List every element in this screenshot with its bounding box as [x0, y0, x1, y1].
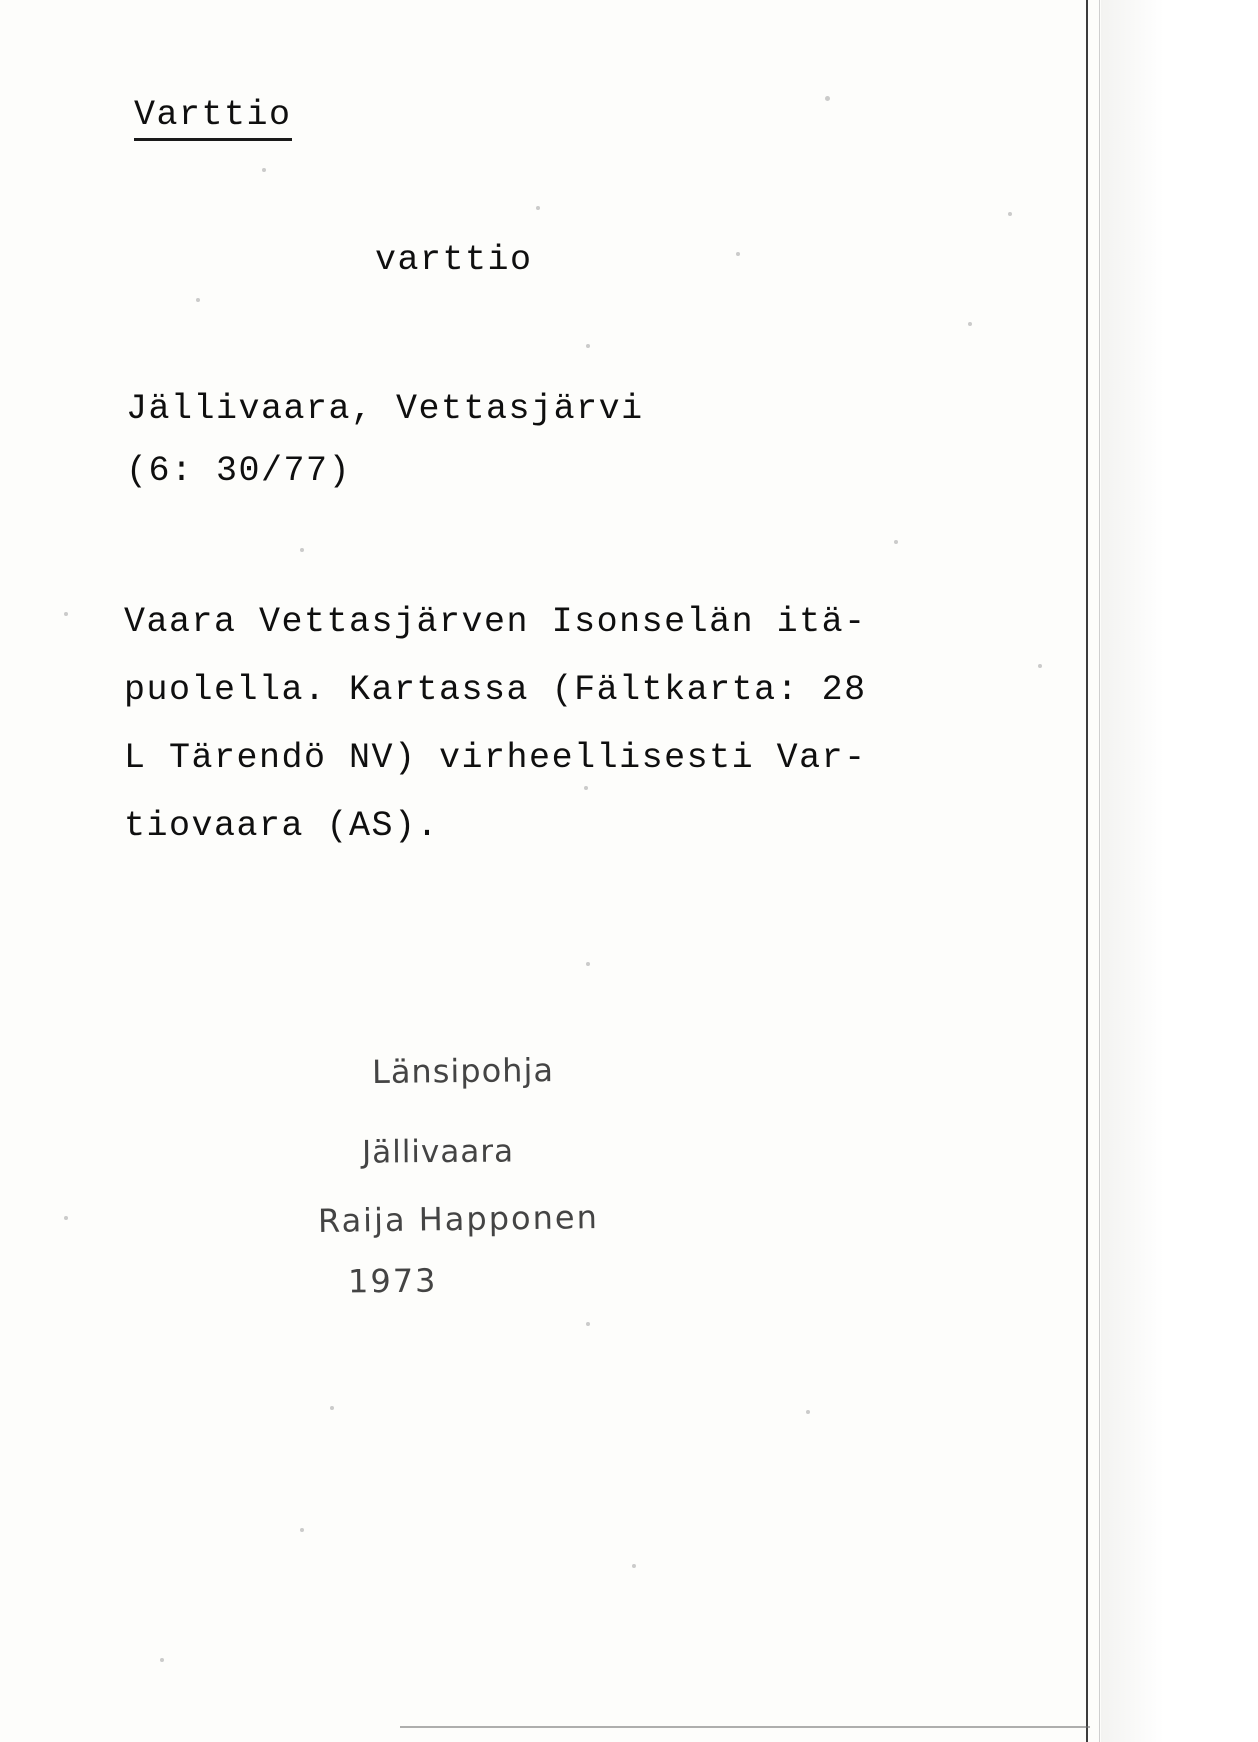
scan-edge-shadow	[1101, 0, 1258, 1742]
scan-speckle	[64, 1216, 68, 1220]
scan-speckle	[330, 1406, 334, 1410]
stamp-collector-line: Raija Happonen	[317, 1198, 600, 1240]
scan-speckle	[586, 962, 590, 966]
scan-speckle	[586, 1322, 590, 1326]
place-line-2: (6: 30/77)	[126, 451, 352, 491]
scan-edge-line-secondary	[1099, 0, 1100, 1742]
scan-speckle	[300, 1528, 304, 1532]
scan-speckle	[736, 252, 740, 256]
headword: varttio	[375, 240, 533, 280]
scan-speckle	[536, 206, 540, 210]
scan-speckle	[586, 344, 590, 348]
place-line-1: Jällivaara, Vettasjärvi	[126, 389, 644, 429]
scan-speckle	[968, 322, 972, 326]
scan-speckle	[894, 540, 898, 544]
scan-edge-line	[1086, 0, 1088, 1742]
stamp-region-line: Länsipohja	[371, 1051, 555, 1091]
body-text	[124, 588, 867, 860]
scan-speckle	[262, 168, 266, 172]
scan-speckle	[196, 298, 200, 302]
place-reference	[126, 378, 644, 502]
page-title: Varttio	[134, 98, 292, 141]
scan-speckle	[160, 1658, 164, 1662]
body-line-1: Vaara Vettasjärven Isonselän itä-	[124, 602, 867, 642]
body-line-3: L Tärendö NV) virheellisesti Var-	[124, 738, 867, 778]
scan-speckle	[1008, 212, 1012, 216]
body-line-4: tiovaara (AS).	[124, 806, 440, 846]
scan-speckle	[632, 1564, 636, 1568]
scan-speckle	[825, 96, 830, 101]
scan-speckle	[1038, 664, 1042, 668]
scan-speckle	[806, 1410, 810, 1414]
scan-speckle	[300, 548, 304, 552]
stamp-parish-line: Jällivaara	[361, 1133, 515, 1171]
scan-bottom-edge	[400, 1726, 1090, 1728]
scan-speckle	[64, 612, 68, 616]
body-line-2: puolella. Kartassa (Fältkarta: 28	[124, 670, 867, 710]
stamp-year-line: 1973	[347, 1261, 438, 1301]
